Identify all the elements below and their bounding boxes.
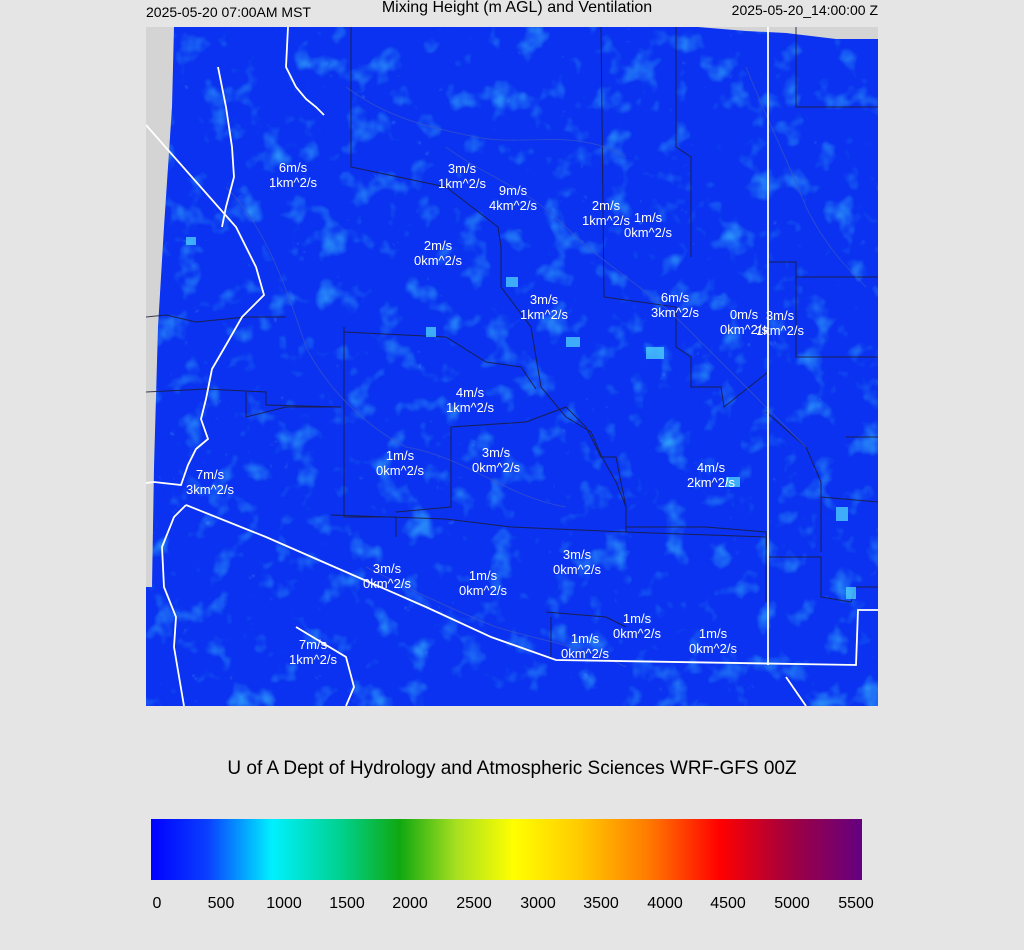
vent-label: 1m/s 0km^2/s (688, 626, 738, 656)
mixing-height-map (146, 27, 878, 706)
page-title: Mixing Height (m AGL) and Ventilation (381, 0, 653, 16)
colorbar-gradient (151, 819, 862, 880)
vent-label: 7m/s 3km^2/s (185, 467, 235, 497)
vent-label: 3m/s 1km^2/s (755, 308, 805, 338)
local-time: 2025-05-20 07:00AM MST (146, 4, 311, 20)
colorbar-tick-label: 5500 (838, 895, 874, 912)
vent-label: 3m/s 0km^2/s (362, 561, 412, 591)
vent-label: 1m/s 0km^2/s (612, 611, 662, 641)
vent-label: 1m/s 0km^2/s (623, 210, 673, 240)
colorbar-tick-label: 0 (152, 895, 162, 912)
colorbar (151, 819, 862, 880)
colorbar-tick-label: 500 (207, 895, 235, 912)
colorbar-tick-label: 3000 (520, 895, 556, 912)
colorbar-tick-label: 4500 (710, 895, 746, 912)
colorbar-tick-label: 1000 (266, 895, 302, 912)
vent-label: 4m/s 2km^2/s (686, 460, 736, 490)
vent-label: 1m/s 0km^2/s (560, 631, 610, 661)
vent-label: 3m/s 1km^2/s (437, 161, 487, 191)
vent-label: 7m/s 1km^2/s (288, 637, 338, 667)
colorbar-tick-label: 5000 (774, 895, 810, 912)
vent-label: 3m/s 0km^2/s (552, 547, 602, 577)
vent-label: 1m/s 0km^2/s (375, 448, 425, 478)
vent-label: 2m/s 0km^2/s (413, 238, 463, 268)
colorbar-tick-label: 4000 (647, 895, 683, 912)
vent-label: 3m/s 1km^2/s (519, 292, 569, 322)
model-credit: U of A Dept of Hydrology and Atmospheric Sciences WRF-GFS 00Z (227, 758, 797, 779)
vent-label: 4m/s 1km^2/s (445, 385, 495, 415)
colorbar-tick-label: 3500 (583, 895, 619, 912)
vent-label: 9m/s 4km^2/s (488, 183, 538, 213)
vent-label: 6m/s 3km^2/s (650, 290, 700, 320)
vent-label: 1m/s 0km^2/s (458, 568, 508, 598)
map-canvas (146, 27, 878, 706)
vent-label: 6m/s 1km^2/s (268, 160, 318, 190)
vent-label: 0m/s 0km^2/s (719, 307, 769, 337)
vent-label: 3m/s 0km^2/s (471, 445, 521, 475)
colorbar-tick-label: 1500 (329, 895, 365, 912)
colorbar-tick-label: 2500 (456, 895, 492, 912)
vent-label: 2m/s 1km^2/s (581, 198, 631, 228)
utc-time: 2025-05-20_14:00:00 Z (731, 2, 878, 18)
colorbar-tick-label: 2000 (392, 895, 428, 912)
